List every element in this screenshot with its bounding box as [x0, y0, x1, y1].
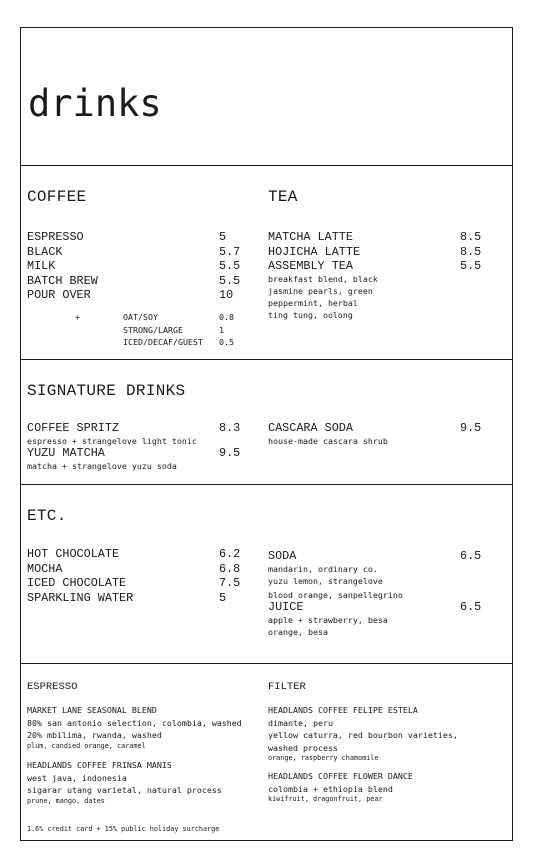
menu-frame — [20, 27, 513, 841]
signature-item-name: CASCARA SODA — [268, 421, 353, 435]
bean-detail: colombia + ethiopia blend — [268, 783, 393, 794]
tea-desc-line: ting tung, oolong — [268, 310, 353, 320]
etc-item-name: SPARKLING WATER — [27, 590, 134, 605]
divider — [21, 165, 512, 166]
tea-item-price: 8.5 — [460, 244, 482, 259]
signature-heading: SIGNATURE DRINKS — [27, 382, 186, 400]
espresso-bean-2 — [27, 759, 222, 806]
signature-item-name: COFFEE SPRITZ — [27, 421, 120, 435]
tea-heading: TEA — [268, 188, 298, 206]
tea-desc-line: peppermint, herbal — [268, 298, 358, 308]
soda-desc-line: mandarin, ordinary co. — [268, 564, 378, 574]
addon-price: 0.5 — [219, 337, 234, 347]
etc-item-price: 7.5 — [219, 576, 241, 590]
coffee-item-price: 5 — [219, 230, 227, 244]
bean-notes: prune, mango, dates — [27, 796, 105, 805]
tea-price-list — [460, 230, 481, 274]
juice-name: JUICE — [268, 600, 304, 614]
divider — [21, 359, 512, 360]
etc-price-list — [219, 547, 240, 605]
addon-name: OAT/SOY — [123, 312, 158, 322]
signature-item-price: 8.3 — [219, 421, 241, 435]
etc-heading: ETC. — [27, 507, 67, 525]
signature-item-desc: espresso + strangelove light tonic — [27, 436, 197, 446]
juice-desc-line: apple + strawberry, besa — [268, 615, 388, 625]
soda-desc-line: yuzu lemon, strangelove — [268, 576, 383, 586]
signature-item-name: YUZU MATCHA — [27, 446, 105, 460]
addon-name: ICED/DECAF/GUEST — [123, 337, 203, 347]
etc-item-price: 6.2 — [219, 547, 241, 561]
coffee-item-name: MILK — [27, 259, 56, 273]
surcharge-note: 1.6% credit card + 15% public holiday surcharge — [27, 825, 220, 833]
bean-title: MARKET LANE SEASONAL BLEND — [27, 705, 157, 715]
divider — [21, 484, 512, 485]
bean-title: HEADLANDS COFFEE FRINSA MANIS — [27, 760, 172, 770]
addon-plus-symbol: + — [75, 312, 80, 322]
signature-item-price: 9.5 — [460, 421, 482, 435]
addon-name: STRONG/LARGE — [123, 324, 183, 335]
juice-desc-line: orange, besa — [268, 627, 328, 637]
bean-title: HEADLANDS COFFEE FLOWER DANCE — [268, 771, 413, 781]
coffee-heading: COFFEE — [27, 188, 87, 206]
addon-name-list — [123, 311, 203, 349]
etc-item-price: 5 — [219, 590, 227, 605]
coffee-price-list — [219, 230, 240, 303]
soda-name: SODA — [268, 549, 297, 563]
etc-item-list — [27, 547, 133, 605]
coffee-item-list — [27, 230, 98, 303]
juice-price: 6.5 — [460, 600, 482, 614]
coffee-item-name: ESPRESSO — [27, 230, 84, 244]
filter-beans-heading: FILTER — [268, 681, 306, 693]
etc-item-name: MOCHA — [27, 561, 63, 576]
soda-desc-line: blood orange, sanpellegrino — [268, 590, 403, 600]
signature-item-price: 9.5 — [219, 446, 241, 460]
bean-notes: kiwifruit, dragonfruit, pear — [268, 795, 383, 803]
espresso-beans-heading: ESPRESSO — [27, 681, 78, 693]
signature-item-desc: matcha + strangelove yuzu soda — [27, 461, 177, 471]
tea-item-list — [268, 230, 360, 274]
bean-notes: orange, raspberry chamomile — [268, 754, 379, 762]
tea-item-name: HOJICHA LATTE — [268, 244, 361, 259]
coffee-item-price: 5.5 — [219, 259, 241, 273]
etc-item-name: HOT CHOCOLATE — [27, 547, 120, 561]
signature-item-desc: house-made cascara shrub — [268, 436, 388, 446]
tea-desc-line: breakfast blend, black — [268, 274, 378, 284]
addon-price: 0.8 — [219, 312, 234, 322]
bean-detail: west java, indonesia — [27, 772, 127, 783]
coffee-item-name: BATCH BREW — [27, 273, 98, 288]
espresso-bean-1 — [27, 704, 242, 751]
bean-notes: plum, candied orange, caramel — [27, 741, 146, 750]
tea-item-price: 5.5 — [460, 259, 482, 273]
addon-price: 1 — [219, 324, 224, 335]
assembly-tea-description — [268, 273, 378, 321]
juice-description — [268, 614, 388, 638]
soda-description — [268, 563, 403, 601]
addon-price-list — [219, 311, 234, 349]
filter-bean-1 — [268, 704, 458, 764]
tea-item-price: 8.5 — [460, 230, 482, 244]
tea-item-name: ASSEMBLY TEA — [268, 259, 353, 273]
bean-detail: yellow caturra, red bourbon varieties, — [268, 730, 458, 740]
coffee-item-price: 5.5 — [219, 273, 241, 288]
bean-detail: dimante, peru — [268, 717, 333, 728]
filter-bean-2 — [268, 770, 413, 805]
bean-detail: 80% san antonio selection, colombia, washed — [27, 717, 242, 728]
page-title: drinks — [28, 82, 162, 125]
coffee-item-price: 10 — [219, 288, 234, 302]
divider — [21, 663, 512, 664]
etc-item-name: ICED CHOCOLATE — [27, 576, 127, 590]
bean-title: HEADLANDS COFFEE FELIPE ESTELA — [268, 705, 418, 715]
bean-detail: 20% mbilima, rwanda, washed — [27, 730, 162, 740]
bean-detail: washed process — [268, 742, 338, 753]
coffee-item-price: 5.7 — [219, 244, 241, 259]
bean-detail: sigarar utang varietal, natural process — [27, 785, 222, 795]
coffee-item-name: BLACK — [27, 244, 63, 259]
coffee-item-name: POUR OVER — [27, 288, 91, 302]
soda-price: 6.5 — [460, 549, 482, 563]
etc-item-price: 6.8 — [219, 561, 241, 576]
tea-item-name: MATCHA LATTE — [268, 230, 353, 244]
tea-desc-line: jasmine pearls, green — [268, 286, 373, 296]
